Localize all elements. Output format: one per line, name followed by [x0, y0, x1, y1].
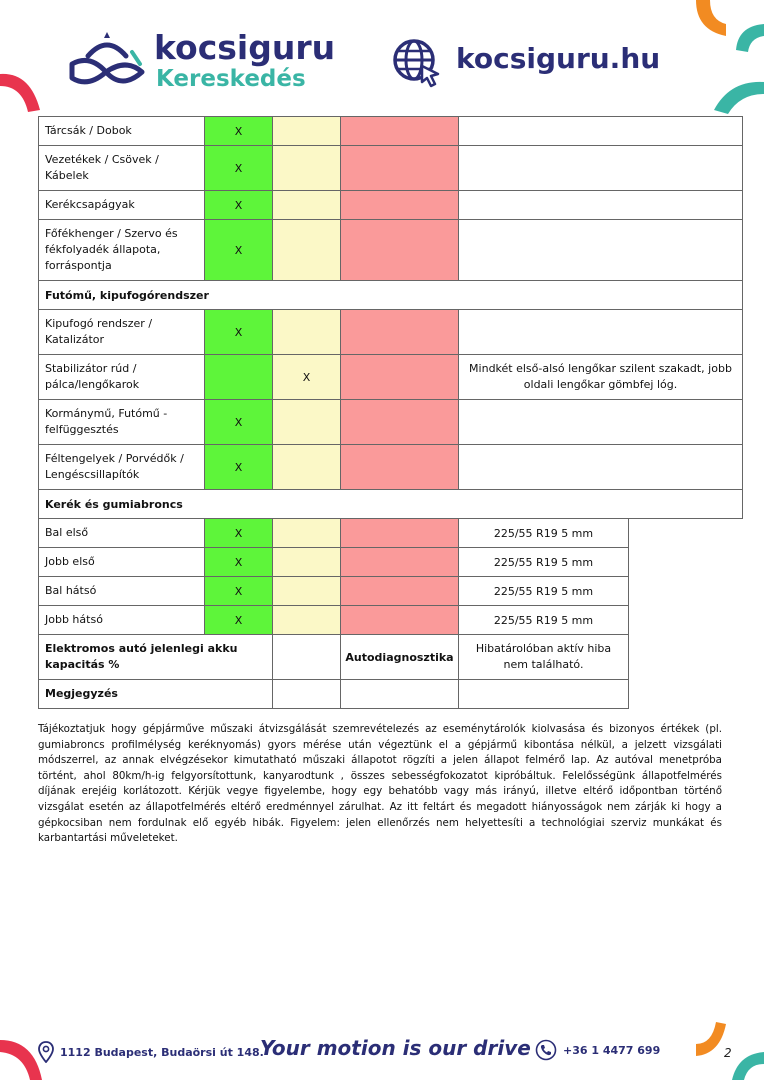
- note-cell: [459, 146, 743, 191]
- ok-cell: X: [205, 117, 273, 146]
- globe-cursor-icon: [392, 38, 442, 88]
- row-label: Jobb hátsó: [39, 606, 205, 635]
- row-label: Kerékcsapágyak: [39, 191, 205, 220]
- ok-cell: X: [205, 548, 273, 577]
- note-cell: [459, 400, 743, 445]
- bad-cell: [341, 445, 459, 490]
- row-label: Tárcsák / Dobok: [39, 117, 205, 146]
- row-label: Féltengelyek / Porvédők / Lengéscsillapítók: [39, 445, 205, 490]
- table-row: [39, 310, 743, 355]
- bad-cell: [341, 191, 459, 220]
- table-row: [39, 519, 743, 548]
- bad-cell: [341, 355, 459, 400]
- guru-mascot-icon: [66, 28, 148, 92]
- bad-cell: [341, 577, 459, 606]
- warn-cell: [273, 445, 341, 490]
- ok-cell: X: [205, 400, 273, 445]
- footer-phone[interactable]: [535, 1038, 660, 1062]
- warn-cell: [273, 220, 341, 281]
- ok-cell: X: [205, 220, 273, 281]
- battery-value-cell: [273, 635, 341, 680]
- table-row: [39, 606, 743, 635]
- corner-decoration-top-left: [0, 70, 40, 114]
- footer-address[interactable]: [38, 1040, 264, 1064]
- ok-cell: X: [205, 146, 273, 191]
- diagnostics-label: Autodiagnosztika: [341, 635, 459, 680]
- remark-cell: [341, 680, 459, 709]
- note-cell: [459, 117, 743, 146]
- bad-cell: [341, 220, 459, 281]
- empty-cell: [629, 606, 743, 635]
- bad-cell: [341, 400, 459, 445]
- warn-cell: X: [273, 355, 341, 400]
- note-cell: [459, 445, 743, 490]
- section-heading: Kerék és gumiabroncs: [39, 490, 743, 519]
- ok-cell: X: [205, 577, 273, 606]
- bad-cell: [341, 519, 459, 548]
- row-label: Kipufogó rendszer / Katalizátor: [39, 310, 205, 355]
- warn-cell: [273, 548, 341, 577]
- row-label: Stabilizátor rúd / pálca/lengőkarok: [39, 355, 205, 400]
- table-row: [39, 355, 743, 400]
- section-row: [39, 490, 743, 519]
- map-pin-icon: [38, 1041, 54, 1063]
- bad-cell: [341, 117, 459, 146]
- remark-label: Megjegyzés: [39, 680, 273, 709]
- row-label: Vezetékek / Csövek / Kábelek: [39, 146, 205, 191]
- table-row: [39, 191, 743, 220]
- bad-cell: [341, 146, 459, 191]
- row-label: Főfékhenger / Szervo és fékfolyadék állapota, forráspontja: [39, 220, 205, 281]
- row-label: Bal hátsó: [39, 577, 205, 606]
- ok-cell: [205, 355, 273, 400]
- remark-cell: [273, 680, 341, 709]
- website-logo[interactable]: [392, 38, 672, 88]
- table-row: [39, 548, 743, 577]
- table-row: [39, 680, 743, 709]
- warn-cell: [273, 606, 341, 635]
- ok-cell: X: [205, 191, 273, 220]
- section-heading: Futómű, kipufogórendszer: [39, 281, 743, 310]
- row-label: Bal első: [39, 519, 205, 548]
- battery-label: Elektromos autó jelenlegi akku kapacitás %: [39, 635, 273, 680]
- tire-size-cell: 225/55 R19 5 mm: [459, 548, 629, 577]
- phone-icon: [535, 1039, 557, 1061]
- warn-cell: [273, 577, 341, 606]
- warn-cell: [273, 191, 341, 220]
- empty-cell: [629, 548, 743, 577]
- bad-cell: [341, 606, 459, 635]
- note-cell: [459, 220, 743, 281]
- ok-cell: X: [205, 606, 273, 635]
- slogan: Your motion is our drive: [260, 1036, 531, 1060]
- ok-cell: X: [205, 310, 273, 355]
- section-row: [39, 281, 743, 310]
- bad-cell: [341, 310, 459, 355]
- table-row: [39, 577, 743, 606]
- table-row: [39, 400, 743, 445]
- row-label: Jobb első: [39, 548, 205, 577]
- warn-cell: [273, 310, 341, 355]
- warn-cell: [273, 146, 341, 191]
- note-cell: [459, 191, 743, 220]
- note-cell: [459, 310, 743, 355]
- brand-name: kocsiguru: [154, 28, 336, 67]
- disclaimer-paragraph: Tájékoztatjuk hogy gépjárműve műszaki átvizsgálását szemrevételezés az eseménytárolók kiolvasása és bizonyos értékek (pl. gumiabroncs profilmélység keréknyomás) gyors mérése után végeztünk el a gépjármű kibontása nélkül, a jelzett vizsgálati módszerrel, az annak elvégzésekor kimutatható műszaki állapotot rögzíti a jelen állapot felmérő lap. Az autóval menetpróba történt, ahol 80km/h-ig felgyorsítottunk, kanyarodtunk , összes sebességfokozatot kipróbáltuk. Felelősségünk állapotfelmérés díjának erejéig korlátozott. Kérjük vegye figyelembe, hogy egy behatóbb vagy más irányú, illetve eltérő időpontban történő vizsgálat esetén az állapotfelmérés eltérő eredménnyel zárulhat. Az itt feltárt és megadott hiányosságok nem zárják ki hogy a gépkocsiban nem fordulnak elő egyéb hibák. Figyelem: jelen ellenőrzés nem helyettesíti a technológiai szerviz munkákat és karbantartási műveleteket.: [38, 723, 722, 845]
- warn-cell: [273, 400, 341, 445]
- diagnostics-value: Hibatárolóban aktív hiba nem található.: [459, 635, 629, 680]
- row-label: Kormánymű, Futómű - felfüggesztés: [39, 400, 205, 445]
- phone-text: +36 1 4477 699: [563, 1043, 661, 1057]
- table-row: [39, 445, 743, 490]
- tire-size-cell: 225/55 R19 5 mm: [459, 577, 629, 606]
- bad-cell: [341, 548, 459, 577]
- table-row: [39, 146, 743, 191]
- empty-cell: [629, 577, 743, 606]
- remark-cell: [459, 680, 629, 709]
- brand-logo[interactable]: [66, 26, 346, 96]
- tire-size-cell: 225/55 R19 5 mm: [459, 519, 629, 548]
- page-number: 2: [724, 1046, 732, 1060]
- address-text: 1112 Budapest, Budaörsi út 148.: [60, 1045, 264, 1059]
- table-row: [39, 220, 743, 281]
- tire-size-cell: 225/55 R19 5 mm: [459, 606, 629, 635]
- brand-subtitle: Kereskedés: [156, 66, 306, 92]
- table-row: [39, 635, 743, 680]
- ok-cell: X: [205, 519, 273, 548]
- ok-cell: X: [205, 445, 273, 490]
- table-row: [39, 117, 743, 146]
- empty-cell: [629, 680, 743, 709]
- empty-cell: [629, 635, 743, 680]
- warn-cell: [273, 519, 341, 548]
- website-name: kocsiguru.hu: [456, 42, 661, 75]
- warn-cell: [273, 117, 341, 146]
- corner-decoration-top-right: [680, 0, 764, 120]
- note-cell: Mindkét első-alsó lengőkar szilent szakadt, jobb oldali lengőkar gömbfej lóg.: [459, 355, 743, 400]
- inspection-table: [38, 116, 743, 709]
- empty-cell: [629, 519, 743, 548]
